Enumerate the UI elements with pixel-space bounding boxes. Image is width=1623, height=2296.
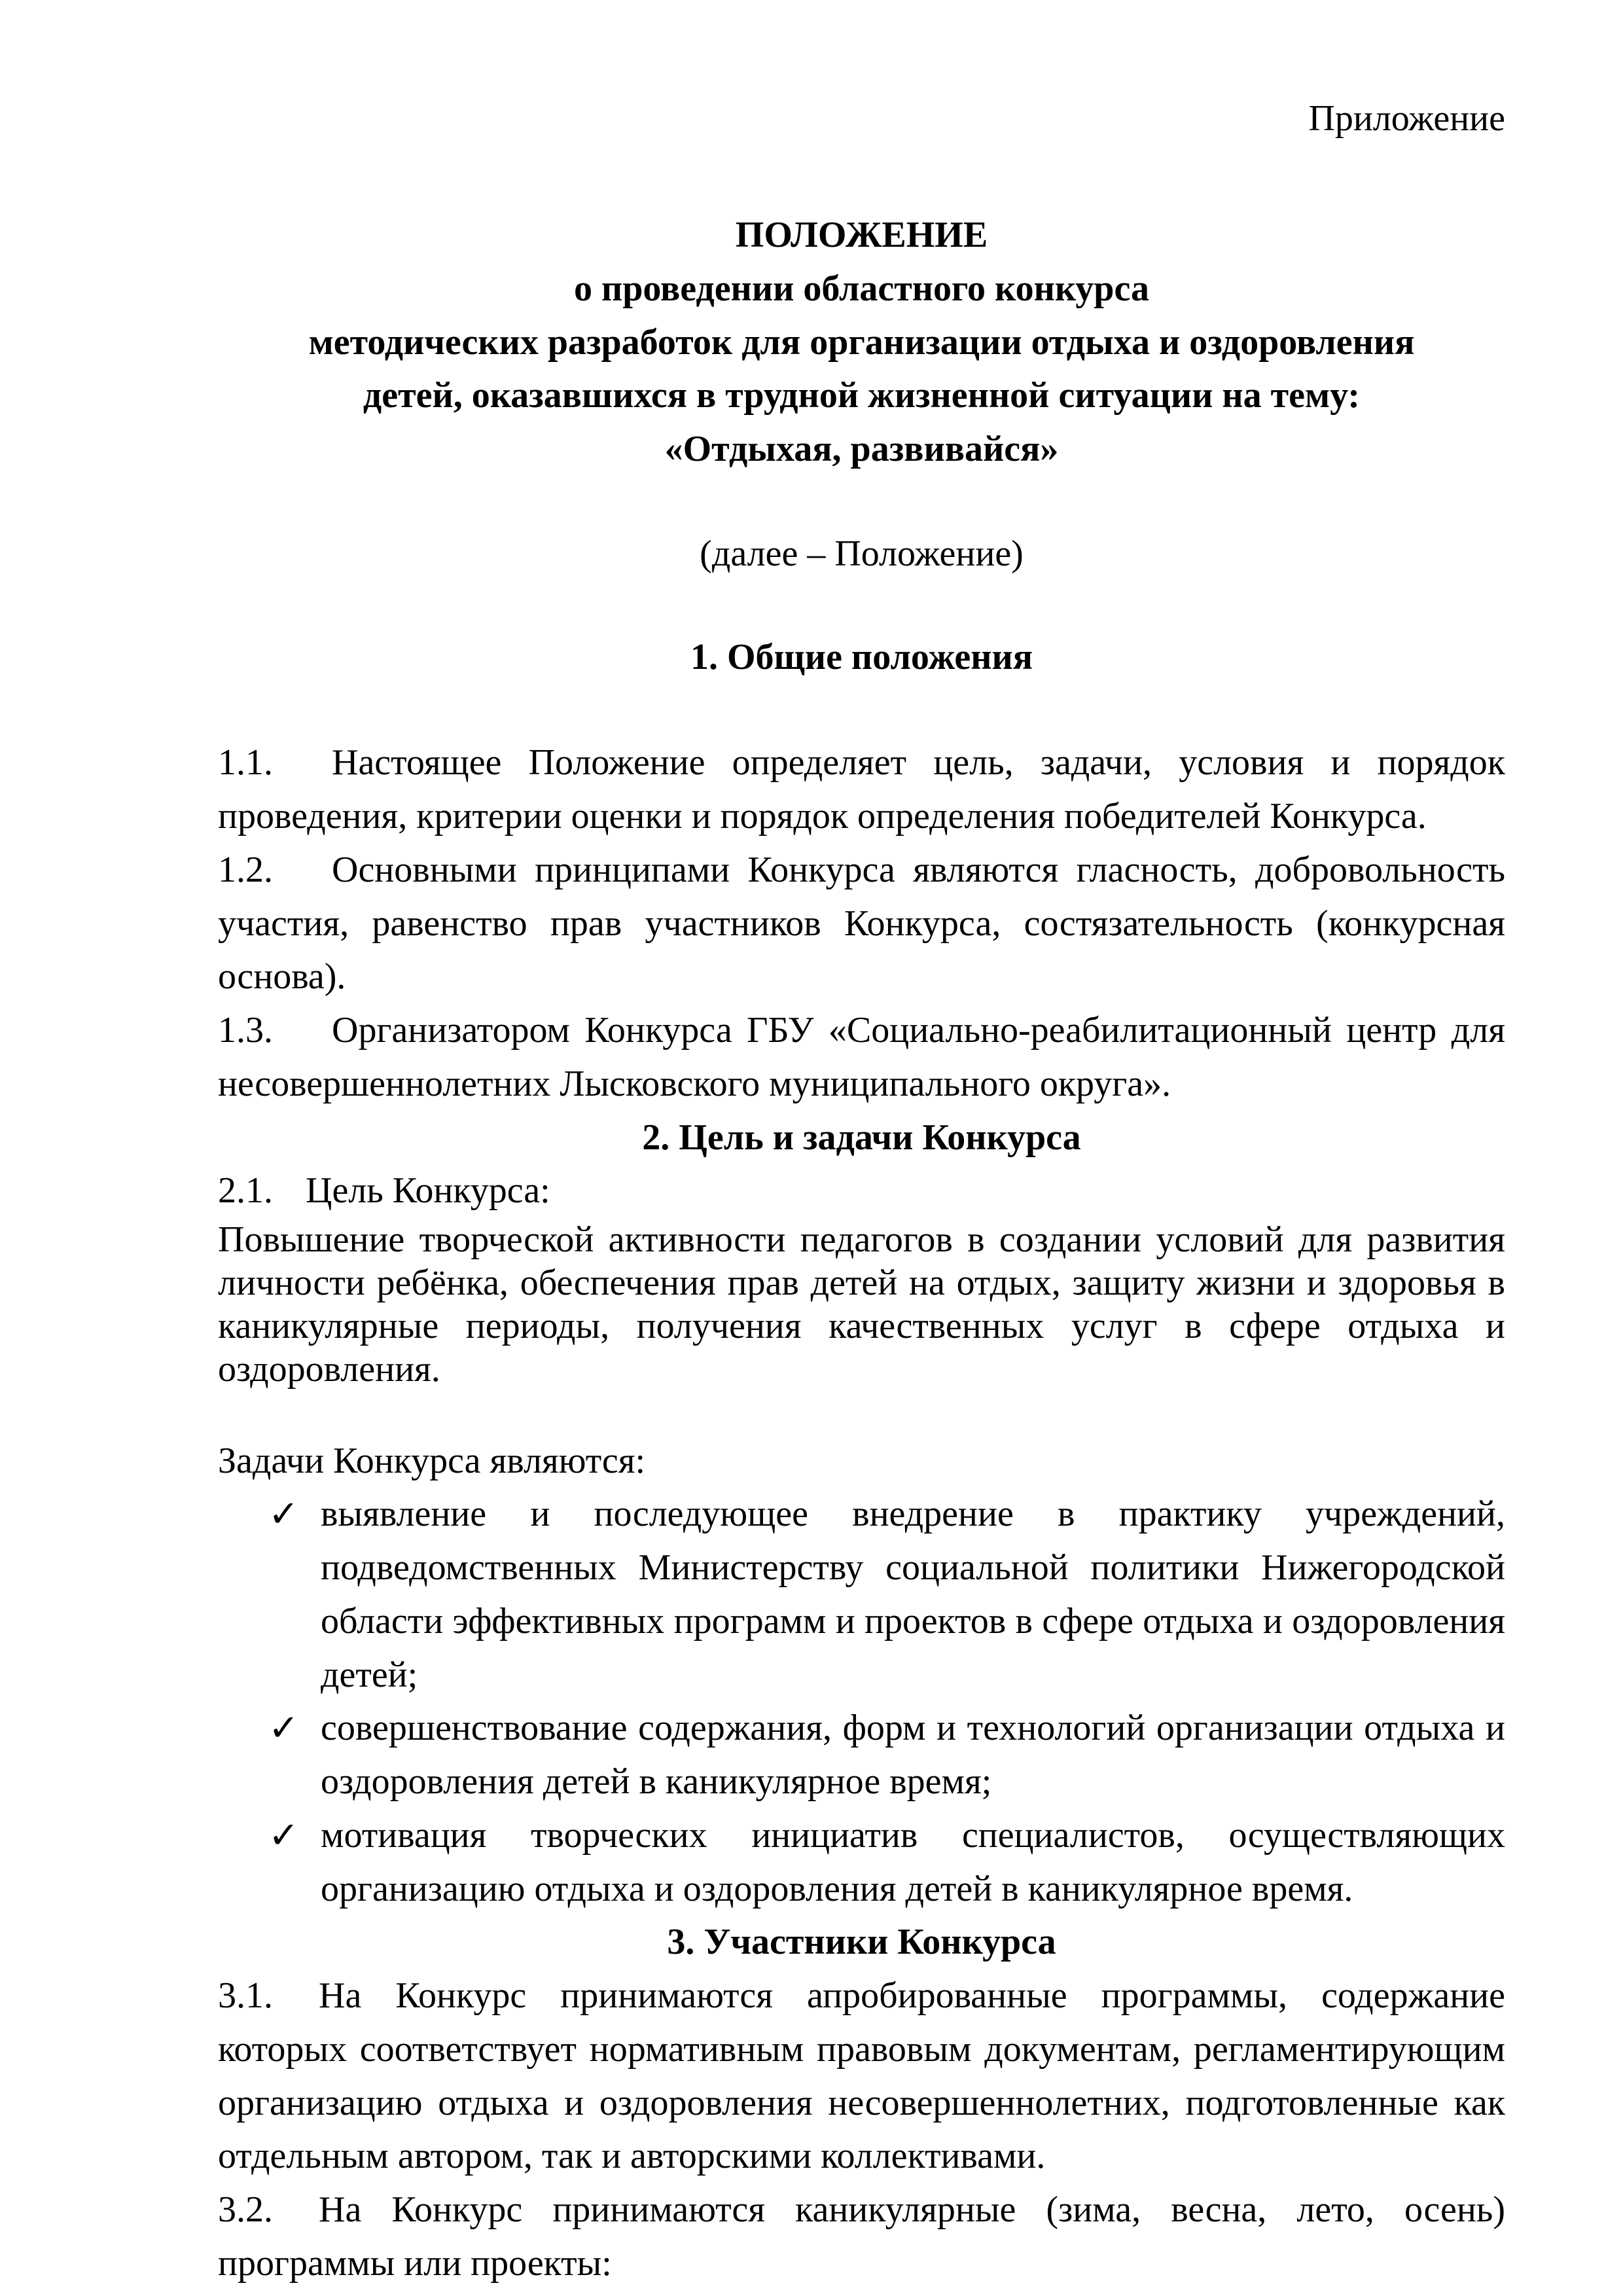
clause-1-1-text: Настоящее Положение определяет цель, задачи, условия и порядок проведения, критерии оценки и порядок определения победителей Конкурса. [218, 742, 1505, 837]
clause-2-1-number: 2.1. [218, 1170, 273, 1211]
clause-2-1-label: Цель Конкурса: [306, 1170, 550, 1211]
task-item-1-text: выявление и последующее внедрение в практику учреждений, подведомственных Министерству социальной политики Нижегородской области эффективных программ и проектов в сфере отдыха и оздоровления детей; [321, 1494, 1505, 1695]
checkmark-icon: ✓ [268, 1814, 299, 1857]
clause-1-1-number: 1.1. [218, 742, 273, 783]
clause-1-1 [218, 736, 1505, 844]
checkmark-icon: ✓ [268, 1707, 299, 1750]
document-title [218, 209, 1505, 476]
title-line-3: методических разработок для организации отдыха и оздоровления [308, 321, 1415, 363]
clause-1-2-number: 1.2. [218, 849, 273, 890]
section-3-heading: 3. Участники Конкурса [667, 1922, 1056, 1963]
title-line-2: о проведении областного конкурса [574, 268, 1149, 309]
checkmark-icon: ✓ [268, 1493, 299, 1536]
clause-3-1-text: На Конкурс принимаются апробированные программы, содержание которых соответствует нормативным правовым документам, регламентирующим организацию отдыха и оздоровления несовершеннолетних, подготовленные как отдельным автором, так и авторскими коллективами. [218, 1975, 1505, 2177]
tasks-list [268, 1488, 1505, 1916]
clause-2-1 [218, 1164, 1505, 1218]
clause-1-3 [218, 1004, 1505, 1111]
title-line-5: «Отдыхая, развивайся» [664, 429, 1059, 470]
title-line-4: детей, оказавшихся в трудной жизненной ситуации на тему: [363, 375, 1361, 416]
goal-paragraph: Повышение творческой активности педагогов в создании условий для развития личности ребёнка, обеспечения прав детей на отдых, защиту жизни и здоровья в каникулярные периоды, получения качественных услуг в сфере отдыха и оздоровления. [218, 1219, 1505, 1390]
clause-1-2 [218, 844, 1505, 1004]
clause-3-1 [218, 1969, 1505, 2183]
tab-spacer [273, 881, 332, 882]
task-item-2 [268, 1702, 1505, 1809]
task-item-3-text: мотивация творческих инициатив специалистов, осуществляющих организацию отдыха и оздоровления детей в каникулярное время. [321, 1814, 1505, 1909]
section-2-heading: 2. Цель и задачи Конкурса [642, 1117, 1081, 1158]
clause-3-2 [218, 2183, 1505, 2291]
clause-3-1-number: 3.1. [218, 1975, 273, 2016]
clause-1-2-text: Основными принципами Конкурса являются гласность, добровольность участия, равенство прав участников Конкурса, состязательность (конкурсная основа). [218, 849, 1505, 997]
tab-spacer [273, 1041, 332, 1042]
tasks-intro: Задачи Конкурса являются: [218, 1440, 646, 1481]
clause-1-3-number: 1.3. [218, 1010, 273, 1051]
clause-3-2-text: На Конкурс принимаются каникулярные (зима, весна, лето, осень) программы или проекты: [218, 2189, 1505, 2284]
appendix-label: Приложение [1308, 98, 1505, 139]
task-item-3 [268, 1809, 1505, 1916]
title-line-1: ПОЛОЖЕНИЕ [735, 215, 988, 256]
title-subtitle: (далее – Положение) [700, 533, 1024, 574]
clause-3-2-number: 3.2. [218, 2189, 273, 2230]
task-item-1 [268, 1488, 1505, 1702]
task-item-2-text: совершенствование содержания, форм и технологий организации отдыха и оздоровления детей в каникулярное время; [321, 1708, 1505, 1802]
clause-1-3-text: Организатором Конкурса ГБУ «Социально-реабилитационный центр для несовершеннолетних Лысковского муниципального округа». [218, 1010, 1505, 1104]
section-1-heading: 1. Общие положения [690, 636, 1033, 677]
